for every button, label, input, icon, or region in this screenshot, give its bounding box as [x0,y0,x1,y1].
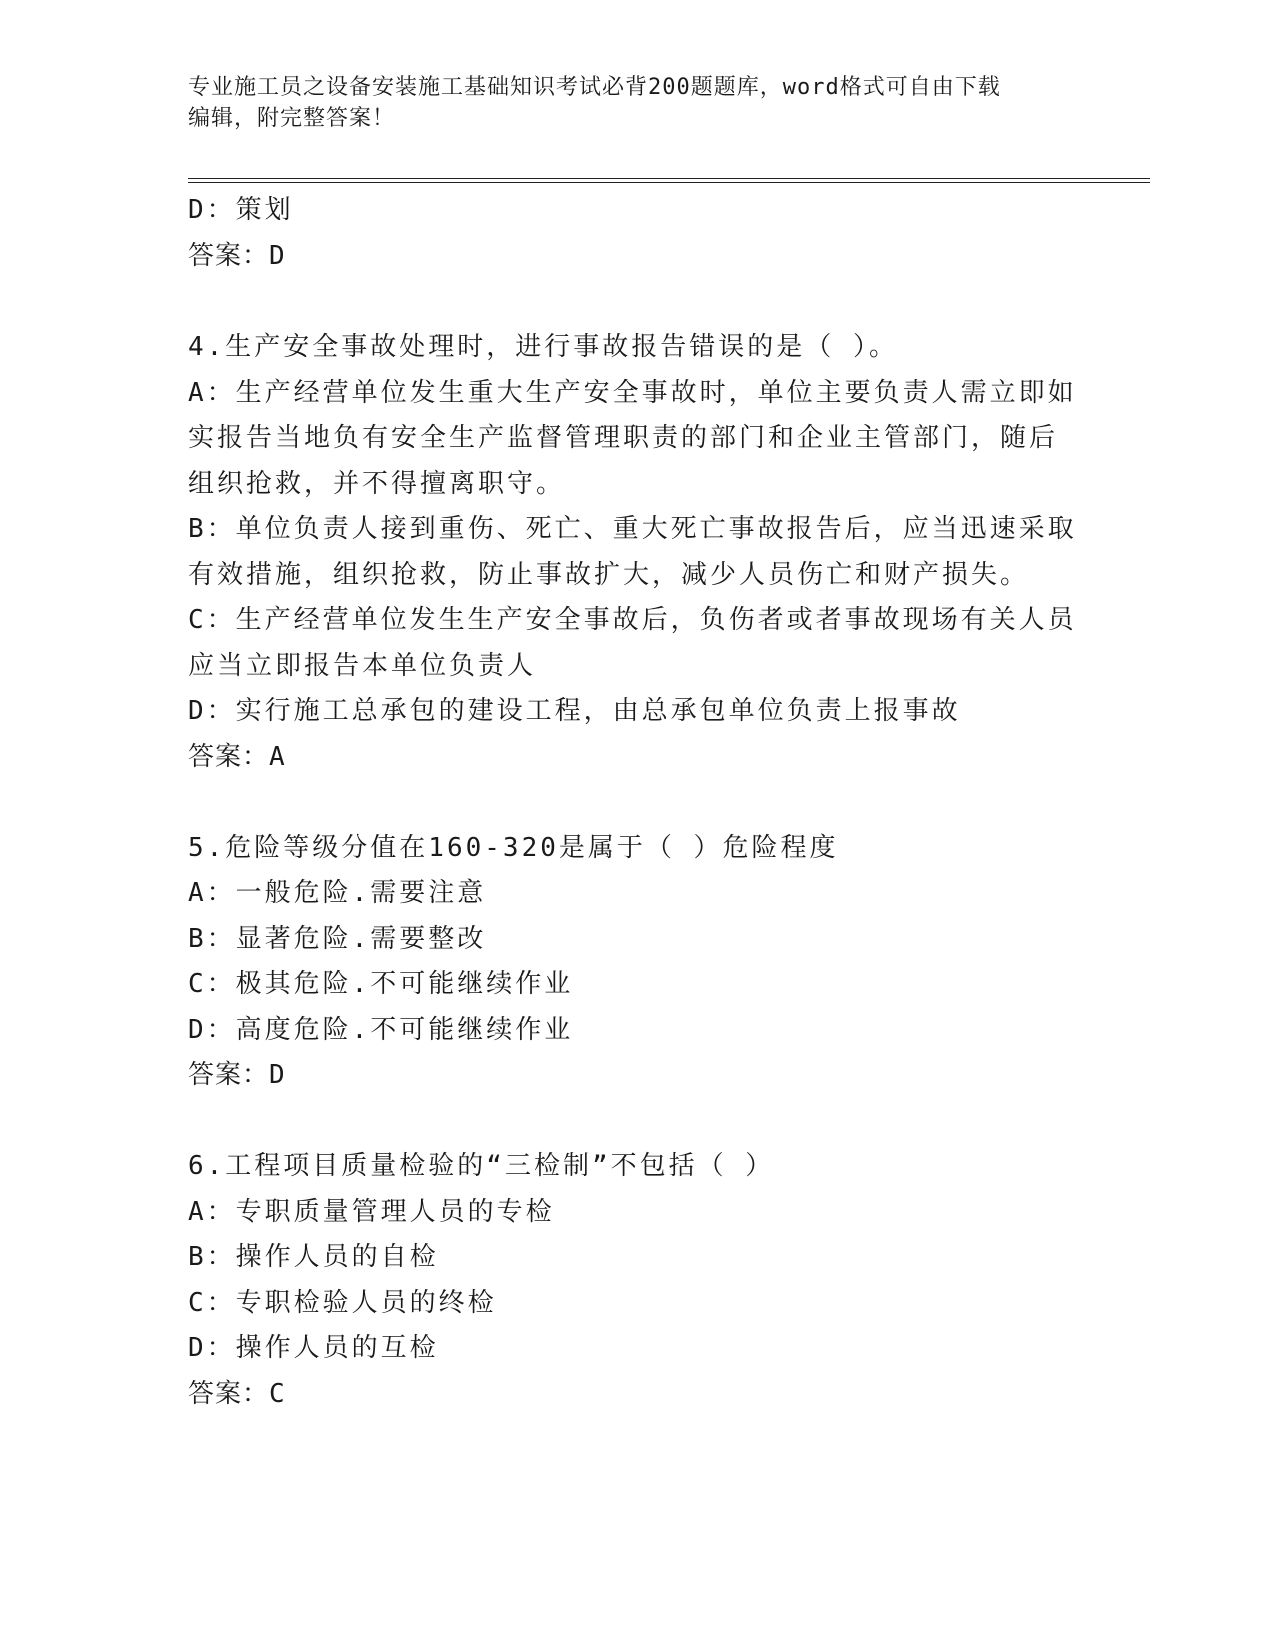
option-d-line-1: D：实行施工总承包的建设工程，由总承包单位负责上报事故 [188,696,961,726]
question-6 [188,1144,1088,1417]
header-line-1: 专业施工员之设备安装施工基础知识考试必背200题题库，word格式可自由下载 [188,75,1001,100]
question-answer: 答案：A [188,741,286,772]
option-b: B：操作人员的自检 [188,1242,439,1272]
question-stem: 5.危险等级分值在160-320是属于（ ）危险程度 [188,832,839,863]
option-a-line-1: A：生产经营单位发生重大生产安全事故时，单位主要负责人需立即如 [188,377,1077,408]
prev-answer: 答案：D [188,240,286,271]
question-answer: 答案：D [188,1060,286,1090]
option-b-line-2: 有效措施，组织抢救，防止事故扩大，减少人员伤亡和财产损失。 [188,559,1030,590]
header-line-2: 编辑，附完整答案！ [188,106,396,131]
option-c-line-2: 应当立即报告本单位负责人 [188,650,537,681]
option-c-line-1: C：生产经营单位发生生产安全事故后，负伤者或者事故现场有关人员 [188,605,1077,635]
option-d: D：操作人员的互检 [188,1333,439,1363]
question-list [188,188,1088,1417]
option-a-line-2: 实报告当地负有安全生产监督管理职责的部门和企业主管部门，随后 [188,423,1059,453]
option-a-line-3: 组织抢救，并不得擅离职守。 [188,468,566,499]
question-5 [188,826,1088,1099]
option-b: B：显著危险.需要整改 [188,923,487,954]
option-b-line-1: B：单位负责人接到重伤、死亡、重大死亡事故报告后，应当迅速采取 [188,514,1077,544]
document-header [188,72,1068,134]
spacer [188,279,1088,325]
option-d: D：高度危险.不可能继续作业 [188,1014,574,1045]
question-stem: 4.生产安全事故处理时，进行事故报告错误的是（ ）。 [188,332,898,362]
header-divider-top [188,178,1150,179]
question-stem: 6.工程项目质量检验的“三检制”不包括（ ） [188,1151,775,1181]
spacer [188,780,1088,826]
option-a: A：一般危险.需要注意 [188,878,487,908]
header-divider-bottom [188,182,1150,183]
option-c: C：极其危险.不可能继续作业 [188,969,574,999]
prev-option-d: D：策划 [188,195,294,225]
option-a: A：专职质量管理人员的专检 [188,1196,555,1227]
spacer [188,1099,1088,1145]
option-c: C：专职检验人员的终检 [188,1287,497,1318]
question-answer: 答案：C [188,1378,286,1409]
question-4 [188,325,1088,780]
